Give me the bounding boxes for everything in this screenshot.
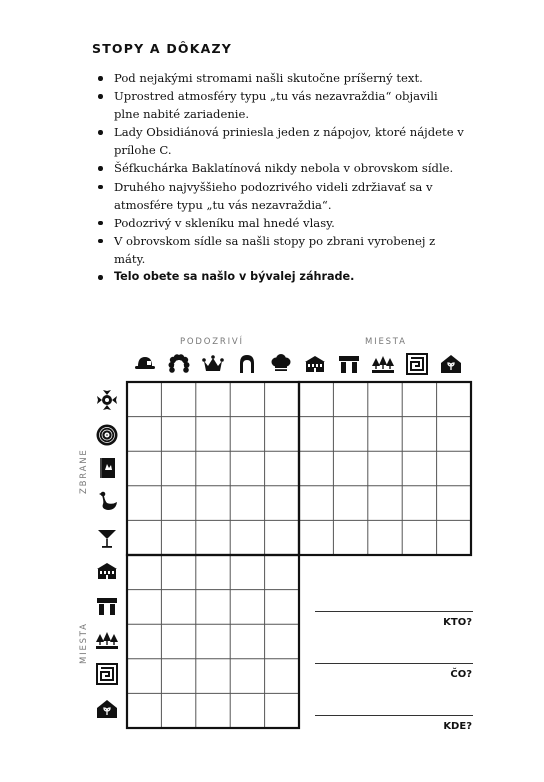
places-side-header: MIESTA <box>79 622 89 664</box>
weapons-header: ZBRANE <box>79 448 89 494</box>
clue-item: Šéfkuchárka Baklatínová nikdy nebola v obrovskom sídle. <box>96 159 466 177</box>
clue-item: V obrovskom sídle sa našli stopy po zbrani vyrobenej z máty. <box>96 232 466 268</box>
clue-item: Podozrivý v skleníku mal hnedé vlasy. <box>96 214 466 232</box>
suspects-header: PODOZRIVÍ <box>180 337 244 347</box>
where-answer-line[interactable] <box>315 715 473 716</box>
who-label: KTO? <box>443 617 472 628</box>
places-top-header: MIESTA <box>365 337 407 347</box>
clue-item: Lady Obsidiánová priniesla jeden z nápojov, ktoré nájdete v prílohe C. <box>96 123 466 159</box>
clue-item: Uprostred atmosféry typu „tu vás nezavraždia“ objavili plne nabité zariadenie. <box>96 87 466 123</box>
page-title: STOPY A DÔKAZY <box>92 41 233 56</box>
who-answer-line[interactable] <box>315 611 473 612</box>
clue-item: Druhého najvyššieho podozrivého videli zdržiavať sa v atmosfére typu „tu vás nezavraždia“. <box>96 178 466 214</box>
what-answer-line[interactable] <box>315 663 473 664</box>
clue-item-bold: Telo obete sa našlo v bývalej záhrade. <box>96 268 466 286</box>
clue-item: Pod nejakými stromami našli skutočne príšerný text. <box>96 69 466 87</box>
where-label: KDE? <box>443 721 472 732</box>
what-label: ČO? <box>450 669 472 680</box>
